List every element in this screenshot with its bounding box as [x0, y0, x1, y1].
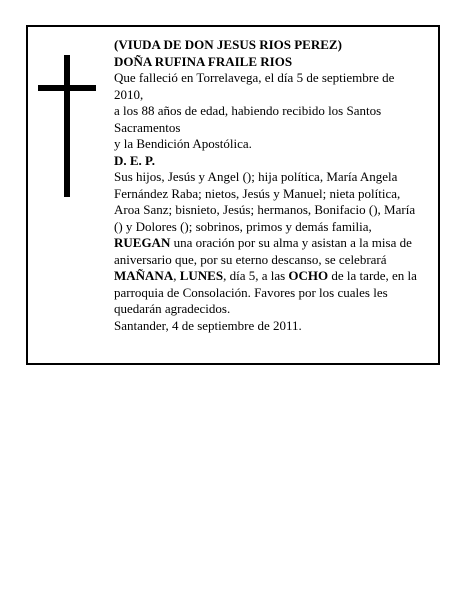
cross-vertical-bar	[64, 55, 70, 197]
cross-horizontal-bar	[38, 85, 96, 91]
lunes-word: LUNES	[179, 268, 224, 283]
comma-text: ,	[173, 268, 180, 283]
place-text: de la tarde, en la parroquia de Consolación. Favores por los cuales les quedarán agradecidos.	[114, 268, 417, 316]
manana-word: MAÑANA	[114, 268, 174, 283]
request-paragraph	[114, 235, 424, 318]
signoff-line: Santander, 4 de septiembre de 2011.	[114, 317, 302, 333]
death-details-line-2: a los 88 años de edad, habiendo recibido los Santos Sacramentos	[114, 103, 382, 135]
widow-line: (VIUDA DE DON JESUS RIOS PEREZ)	[114, 37, 342, 52]
death-details-line-3: y la Bendición Apostólica.	[114, 136, 252, 151]
family-paragraph: Sus hijos, Jesús y Angel (); hija política, María Angela Fernández Raba; nietos, Jesús y Manuel; nieta política, Aroa Sanz; bisnieto, Jesús; hermanos, Bonifacio (), María () y Dolores (); sobrinos, primos y demás familia,	[114, 169, 416, 234]
deceased-name: DOÑA RUFINA FRAILE RIOS	[114, 53, 293, 69]
prayer-text: una oración por su alma y asistan a la misa de aniversario que, por su eterno descanso, se celebrará	[114, 235, 412, 267]
rip-line: D. E. P.	[114, 152, 156, 168]
cross-icon	[38, 55, 96, 197]
ocho-word: OCHO	[288, 268, 329, 283]
ruegan-word: RUEGAN	[114, 235, 171, 250]
obituary-text	[114, 37, 424, 334]
day-text: , día 5, a las	[223, 268, 289, 283]
death-details-line-1: Que falleció en Torrelavega, el día 5 de septiembre de 2010,	[114, 70, 395, 102]
